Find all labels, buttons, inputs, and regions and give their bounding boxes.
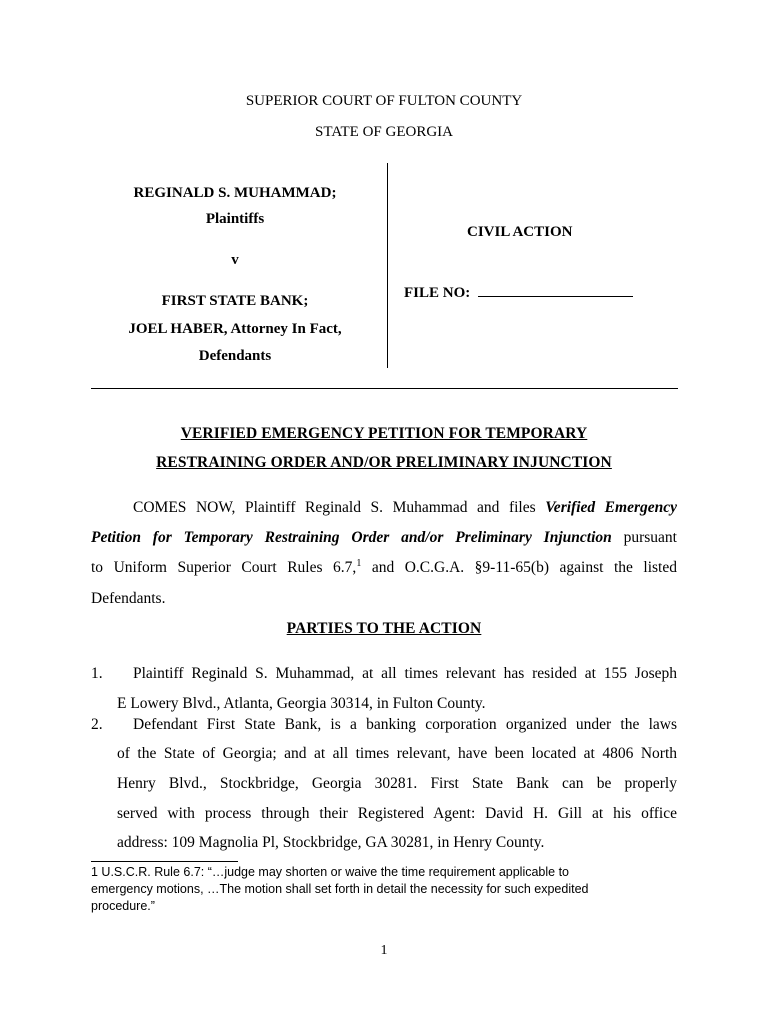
- party-2-line-3: Henry Blvd., Stockbridge, Georgia 30281. First State Bank can be properly: [117, 775, 677, 792]
- defendant-role: Defendants: [198, 348, 272, 364]
- intro-line-1: COMES NOW, Plaintiff Reginald S. Muhammad and files Verified Emergency: [133, 499, 677, 516]
- file-no-blank: [478, 284, 633, 297]
- court-name: SUPERIOR COURT OF FULTON COUNTY: [245, 93, 523, 109]
- civil-action: CIVIL ACTION: [467, 224, 573, 240]
- caption-divider-vertical: [387, 163, 388, 368]
- petition-title-line-1: VERIFIED EMERGENCY PETITION FOR TEMPORARY: [180, 425, 588, 442]
- party-1-line-2: E Lowery Blvd., Atlanta, Georgia 30314, in Fulton County.: [117, 695, 486, 712]
- party-2-line-4: served with process through their Registered Agent: David H. Gill at his office: [117, 805, 677, 822]
- intro-line-3: to Uniform Superior Court Rules 6.7,$^1$ and O.C.G.A. §9-11-65(b) against the listed: [91, 557, 677, 576]
- defendant-1: FIRST STATE BANK;: [161, 293, 309, 309]
- party-2-line-5: address: 109 Magnolia Pl, Stockbridge, GA 30281, in Henry County.: [117, 834, 545, 851]
- defendant-2: JOEL HABER, Attorney In Fact,: [128, 321, 342, 337]
- intro-line-4: Defendants.: [91, 590, 166, 607]
- party-2-line-2: of the State of Georgia; and at all times relevant, have been located at 4806 North: [117, 745, 677, 762]
- footnote-line-1: 1 U.S.C.R. Rule 6.7: “…judge may shorten or waive the time requirement applicable to: [91, 865, 570, 879]
- footnote-line-3: procedure.”: [91, 899, 155, 913]
- petition-title-line-2: RESTRAINING ORDER AND/OR PRELIMINARY INJUNCTION: [156, 454, 612, 471]
- file-no: [404, 284, 633, 302]
- court-state: STATE OF GEORGIA: [315, 124, 453, 140]
- footnote-ref: 1: [356, 557, 362, 569]
- versus: v: [231, 252, 239, 268]
- parties-heading: PARTIES TO THE ACTION: [286, 620, 482, 637]
- footnote: [91, 864, 651, 915]
- plaintiff-name: REGINALD S. MUHAMMAD;: [133, 185, 337, 201]
- intro-line-2: Petition for Temporary Restraining Order and/or Preliminary Injunction pursuant: [91, 529, 677, 546]
- file-no-label: FILE NO:: [404, 285, 471, 301]
- plaintiff-role: Plaintiffs: [205, 211, 265, 227]
- party-2-line-1: Defendant First State Bank, is a banking corporation organized under the laws: [133, 716, 677, 733]
- party-1-line-1: Plaintiff Reginald S. Muhammad, at all times relevant has resided at 155 Joseph: [133, 665, 677, 682]
- party-1-number: 1.: [91, 665, 103, 682]
- footnote-separator: [91, 861, 238, 862]
- footnote-line-2: emergency motions, …The motion shall set forth in detail the necessity for such expedited: [91, 882, 589, 896]
- caption-divider-horizontal: [91, 388, 678, 389]
- party-2-number: 2.: [91, 716, 103, 733]
- page-number: 1: [380, 943, 388, 958]
